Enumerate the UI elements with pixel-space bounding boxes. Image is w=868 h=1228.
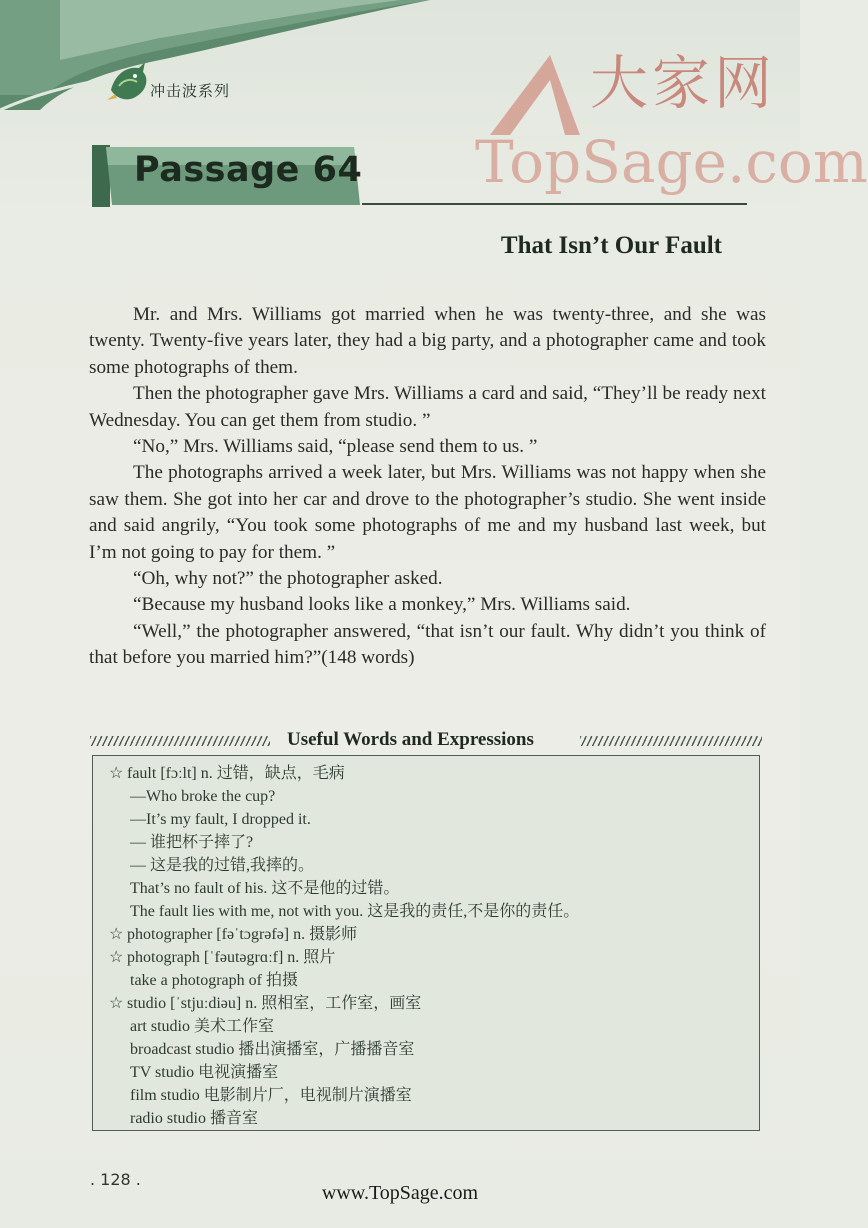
vocab-example — [109, 854, 579, 877]
vocab-example — [109, 900, 579, 923]
vocab-example — [109, 877, 579, 900]
useful-words-title: Useful Words and Expressions — [287, 729, 534, 750]
watermark-english: TopSage.com — [475, 128, 868, 196]
title-divider — [362, 203, 747, 205]
body-paragraph: Then the photographer gave Mrs. Williams a card and said, “They’ll be ready next Wednesday. You can get them from studio. ” — [89, 383, 766, 431]
vocab-entry — [109, 762, 579, 785]
vocab-text: take a photograph of 拍摄 — [130, 972, 298, 989]
body-paragraph: The photographs arrived a week later, but Mrs. Williams was not happy when she saw them. She got into her car and drove to the photographer’s studio. She went inside and said angrily, “You took some photographs of me and my husband last week, but I’m not going to pay for them. ” — [89, 462, 766, 563]
star-icon: ☆ — [109, 949, 124, 966]
vocabulary-box — [92, 755, 760, 1131]
vocab-text: broadcast studio 播出演播室，广播播音室 — [130, 1041, 415, 1058]
useful-words-header — [90, 727, 762, 753]
vocab-entry — [109, 923, 579, 946]
vocab-text: — 这是我的过错,我摔的。 — [130, 857, 315, 874]
vocab-text: — 谁把杯子摔了? — [130, 834, 254, 851]
vocab-text: The fault lies with me, not with you. 这是我的责任,不是你的责任。 — [130, 903, 580, 920]
vocab-entry — [109, 946, 579, 969]
hatch-decoration-left — [90, 736, 270, 746]
watermark-chinese: 大家网 — [590, 49, 777, 117]
vocab-text: radio studio 播音室 — [130, 1110, 258, 1127]
vocab-text: film studio 电影制片厂，电视制片演播室 — [130, 1087, 412, 1104]
series-label: 冲击波系列 — [150, 82, 231, 100]
vocab-entry — [109, 992, 579, 1015]
footer-url: www.TopSage.com — [321, 1182, 479, 1204]
vocab-example — [109, 785, 579, 808]
page-number: . 128 . — [90, 1170, 141, 1189]
star-icon: ☆ — [109, 765, 124, 782]
vocab-text: photograph [ˈfəutəgrɑːf] n. 照片 — [127, 949, 336, 966]
hatch-decoration-right — [580, 736, 762, 746]
body-paragraph: “Well,” the photographer answered, “that isn’t our fault. Why didn’t you think of that before you married him?”(148 words) — [89, 620, 766, 669]
vocab-text: studio [ˈstjuːdiəu] n. 照相室，工作室，画室 — [127, 995, 422, 1012]
vocab-text: art studio 美术工作室 — [130, 1018, 274, 1035]
vocab-text: —Who broke the cup? — [130, 788, 276, 805]
vocab-text: photographer [fəˈtɔgrəfə] n. 摄影师 — [127, 926, 358, 943]
vocabulary-list — [109, 762, 579, 1130]
passage-body — [89, 302, 766, 672]
vocab-text: fault [fɔːlt] n. 过错，缺点，毛病 — [127, 765, 345, 782]
passage-label: Passage 64 — [134, 150, 363, 190]
vocab-example — [109, 1015, 579, 1038]
vocab-text: —It’s my fault, I dropped it. — [130, 811, 311, 828]
vocab-example — [109, 1107, 579, 1130]
vocab-text: TV studio 电视演播室 — [130, 1064, 279, 1081]
vocab-example — [109, 969, 579, 992]
star-icon: ☆ — [109, 926, 124, 943]
dragon-mascot-icon — [105, 60, 151, 104]
story-title: That Isn’t Our Fault — [500, 232, 722, 259]
body-paragraph: “Oh, why not?” the photographer asked. — [133, 568, 443, 590]
body-paragraph: “No,” Mrs. Williams said, “please send them to us. ” — [133, 436, 538, 458]
vocab-example — [109, 1084, 579, 1107]
vocab-example — [109, 831, 579, 854]
vocab-example — [109, 1061, 579, 1084]
star-icon: ☆ — [109, 995, 124, 1012]
vocab-example — [109, 808, 579, 831]
body-paragraph: “Because my husband looks like a monkey,” Mrs. Williams said. — [133, 594, 631, 616]
body-paragraph: Mr. and Mrs. Williams got married when he was twenty-three, and she was twenty. Twenty-five years later, they had a big party, and a photographer came and took some photographs of them. — [89, 304, 766, 378]
vocab-example — [109, 1038, 579, 1061]
vocab-text: That’s no fault of his. 这不是他的过错。 — [130, 880, 400, 897]
